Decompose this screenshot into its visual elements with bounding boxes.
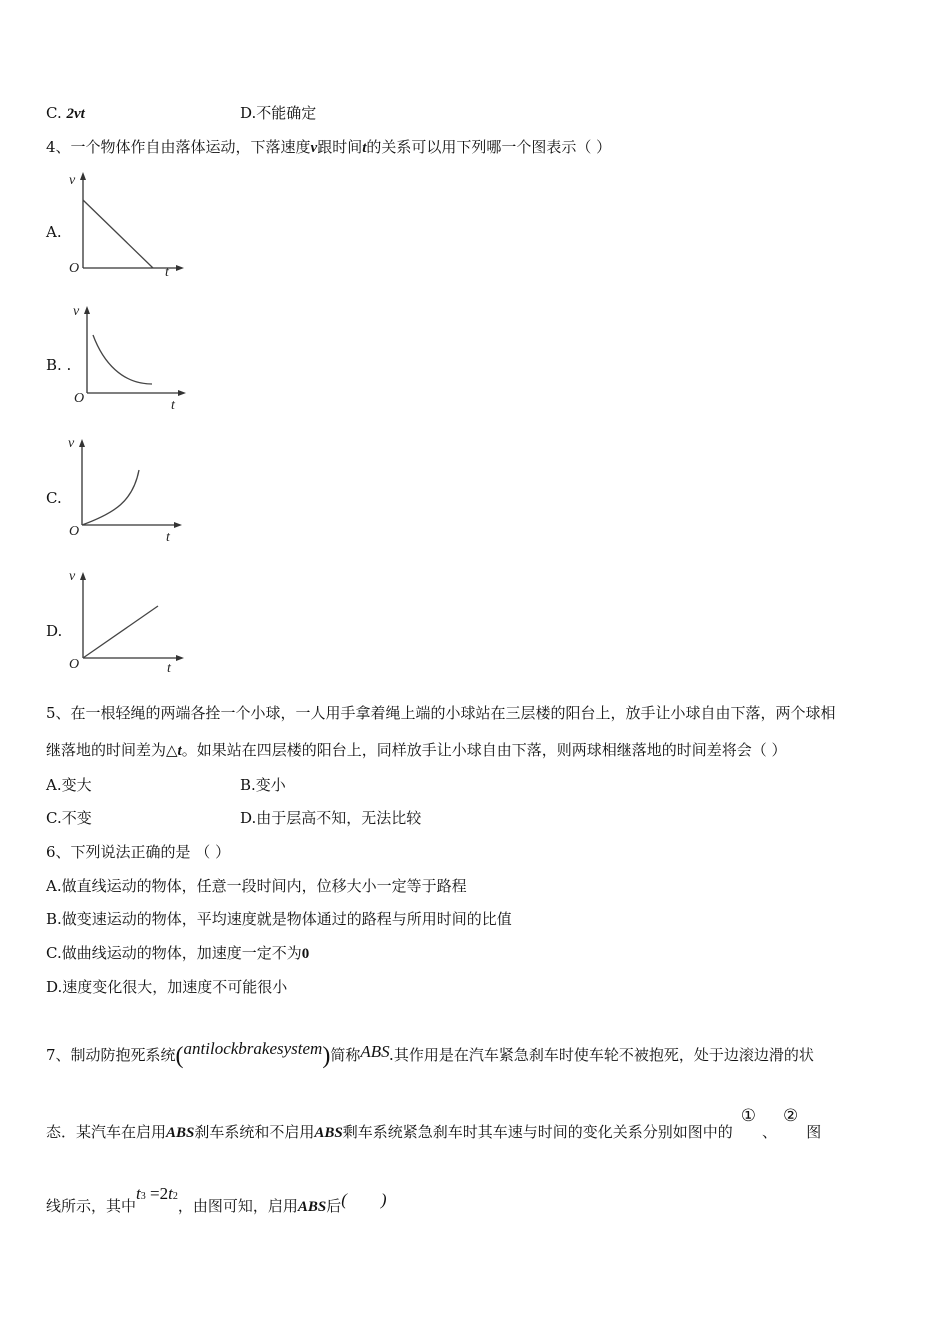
q4-graph-c-x-label: t [166,530,170,545]
q7-curve-2-mark: ② [783,1106,799,1126]
q4-graph-a [66,170,196,280]
q4-graph-b-origin: O [74,391,85,406]
q7-answer-blank: ( ) [341,1190,387,1209]
q7-time-relation: t3 =2t2 [136,1184,178,1203]
q4-graph-a-origin: O [69,261,80,276]
q4-graph-a-x-label: t [165,265,169,280]
q5-option-a: A.变大 [46,776,92,794]
q4-graph-d-y-label: v [69,569,76,584]
q6-option-b: B.做变速运动的物体，平均速度就是物体通过的路程与所用时间的比值 [46,910,512,928]
q4-graph-c [65,435,195,545]
q4-option-c-label: C. [46,489,62,507]
q5-stem-line2: 继落地的时间差为△t。如果站在四层楼的阳台上，同样放手让小球自由下落，则两球相继落地的时间差将会（ ） [46,741,787,759]
q4-option-d-label: D. [46,622,63,640]
q4-option-b-label: B. . [46,356,72,374]
q4-stem: 4、一个物体作自由落体运动，下落速度v跟时间t的关系可以用下列哪一个图表示（ ） [46,138,612,156]
q4-graph-b-x-label: t [171,398,175,413]
q3-option-c-value: 2vt [66,106,85,122]
q4-graph-d-x-label: t [167,661,171,676]
q6-option-d: D.速度变化很大，加速度不可能很小 [46,978,288,996]
q3-option-c: C. 2vt [46,104,85,122]
q4-graph-c-origin: O [69,524,80,539]
q4-graph-b-y-label: v [73,304,80,319]
q7-stem-line1: 7、制动防抱死系统(antilockbrakesystem)简称ABS.其作用是在汽车紧急刹车时使车轮不被抱死，处于边滚边滑的状 [46,1039,814,1069]
q7-curve-1-mark: ① [740,1106,757,1126]
q5-stem-line1: 5、在一根轻绳的两端各拴一个小球，一人用手拿着绳上端的小球站在三层楼的阳台上，放手让小球自由下落，两个球相 [46,704,836,722]
q4-graph-a-y-label: v [69,173,76,188]
q4-option-a-label: A. [46,223,62,241]
q6-option-c-zero: 0 [301,946,310,962]
q5-option-d: D.由于层高不知，无法比较 [240,809,422,827]
q6-option-c: C.做曲线运动的物体，加速度一定不为0 [46,944,310,962]
q6-stem: 6、下列说法正确的是 （ ） [46,843,231,861]
q4-graph-d-origin: O [69,657,80,672]
q4-var-t: t [362,140,367,156]
q7-abbr-abs: ABS [360,1042,390,1061]
q5-option-c: C.不变 [46,809,92,827]
q4-graph-c-y-label: v [68,436,75,451]
q5-var-t: t [177,743,182,759]
q7-stem-line2: 态．某汽车在启用ABS刹车系统和不启用ABS剩车系统紧急刹车时其车速与时间的变化关系分别如图中的①、②图 [46,1106,822,1141]
q7-stem-line3: 线所示，其中t3 =2t2，由图可知，启用ABS后( ) [46,1184,387,1215]
q7-abbr-full: antilockbrakesystem [183,1039,323,1058]
q6-option-a: A.做直线运动的物体，任意一段时间内，位移大小一定等于路程 [46,877,467,895]
q5-option-b: B.变小 [240,776,286,794]
q3-option-d: D.不能确定 [240,104,317,122]
q4-var-v: v [310,140,318,156]
q4-graph-d [66,568,196,678]
q4-graph-b [70,302,200,412]
